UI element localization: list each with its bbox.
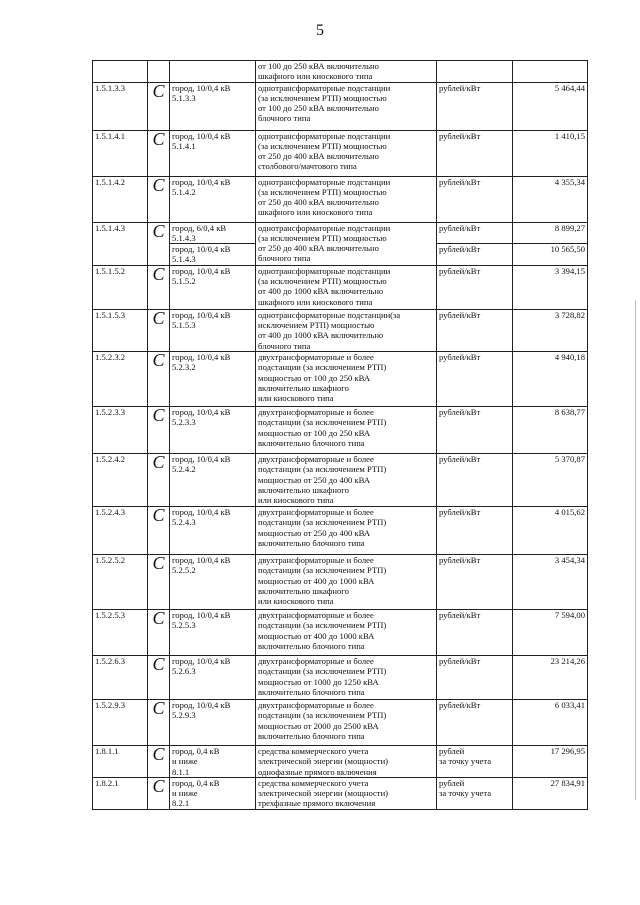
place-cell: город, 10/0,4 кВ 5.1.3.3: [170, 82, 256, 130]
place-cell: город, 6/0,4 кВ 5.1.4.3: [170, 222, 256, 244]
code-cell: 1.5.1.4.2: [93, 176, 148, 222]
place-cell: [170, 61, 256, 83]
code-cell: 1.8.2.1: [93, 777, 148, 809]
price-cell: 3 454,34: [513, 554, 588, 609]
description-cell: двухтрансформаторные и более подстанции (за исключением РТП) мощностью от 250 до 400 кВА включительно блочного типа: [256, 506, 437, 554]
code-cell: 1.5.1.5.2: [93, 265, 148, 309]
table-row: [93, 699, 588, 745]
price-cell: 4 940,18: [513, 351, 588, 406]
table-row: [93, 655, 588, 699]
unit-cell: рублей за точку учета: [437, 745, 513, 777]
type-cell: С: [148, 506, 170, 554]
description-cell: однотрансформаторные подстанции (за исключением РТП) мощностью от 100 до 250 кВА включительно блочного типа: [256, 82, 437, 130]
code-cell: 1.5.2.4.3: [93, 506, 148, 554]
price-cell: 3 394,15: [513, 265, 588, 309]
unit-cell: рублей/кВт: [437, 176, 513, 222]
table-row-continued: [93, 61, 588, 83]
unit-cell: рублей/кВт: [437, 453, 513, 506]
unit-cell: рублей/кВт: [437, 655, 513, 699]
unit-cell: рублей/кВт: [437, 244, 513, 266]
page-number: 5: [316, 22, 324, 39]
table-row: [93, 265, 588, 309]
type-cell: С: [148, 265, 170, 309]
description-cell: двухтрансформаторные и более подстанции (за исключением РТП) мощностью от 400 до 1000 кВА включительно шкафного или киоскового типа: [256, 554, 437, 609]
code-cell: 1.8.1.1: [93, 745, 148, 777]
price-cell: 10 565,50: [513, 244, 588, 266]
code-cell: 1.5.2.4.2: [93, 453, 148, 506]
description-cell: однотрансформаторные подстанции (за исключением РТП) мощностью от 250 до 400 кВА включительно столбового/мачтового типа: [256, 130, 437, 176]
code-cell: 1.5.2.9.3: [93, 699, 148, 745]
type-cell: С: [148, 609, 170, 655]
description-cell: от 100 до 250 кВА включительно шкафного или киоскового типа: [256, 61, 437, 83]
place-cell: город, 10/0,4 кВ 5.2.9.3: [170, 699, 256, 745]
type-cell: С: [148, 82, 170, 130]
table-row: [93, 130, 588, 176]
code-cell: [93, 61, 148, 83]
type-cell: [148, 61, 170, 83]
price-cell: 27 834,91: [513, 777, 588, 809]
place-cell: город, 0,4 кВ и ниже 8.2.1: [170, 777, 256, 809]
type-cell: С: [148, 554, 170, 609]
place-cell: город, 10/0,4 кВ 5.2.5.3: [170, 609, 256, 655]
type-cell: С: [148, 777, 170, 809]
price-cell: 3 728,82: [513, 309, 588, 351]
unit-cell: рублей/кВт: [437, 609, 513, 655]
price-cell: 4 015,62: [513, 506, 588, 554]
description-cell: однотрансформаторные подстанции(за исключением РТП) мощностью от 400 до 1000 кВА включительно блочного типа: [256, 309, 437, 351]
place-cell: город, 10/0,4 кВ 5.1.4.3: [170, 244, 256, 266]
code-cell: 1.5.2.5.2: [93, 554, 148, 609]
type-cell: С: [148, 453, 170, 506]
description-cell: двухтрансформаторные и более подстанции (за исключением РТП) мощностью от 250 до 400 кВА включительно шкафного или киоскового типа: [256, 453, 437, 506]
table-row: [93, 506, 588, 554]
description-cell: средства коммерческого учета электрической энергии (мощности) однофазные прямого включения: [256, 745, 437, 777]
type-cell: С: [148, 699, 170, 745]
description-cell: двухтрансформаторные и более подстанции (за исключением РТП) мощностью от 1000 до 1250 кВА включительно блочного типа: [256, 655, 437, 699]
price-cell: 7 594,00: [513, 609, 588, 655]
description-cell: двухтрансформаторные и более подстанции (за исключением РТП) мощностью от 2000 до 2500 кВА включительно блочного типа: [256, 699, 437, 745]
place-cell: город, 10/0,4 кВ 5.1.5.2: [170, 265, 256, 309]
type-cell: С: [148, 309, 170, 351]
tariff-table: [92, 60, 588, 810]
code-cell: 1.5.2.3.3: [93, 406, 148, 453]
place-cell: город, 0,4 кВ и ниже 8.1.1: [170, 745, 256, 777]
type-cell: С: [148, 222, 170, 265]
unit-cell: рублей/кВт: [437, 309, 513, 351]
unit-cell: рублей/кВт: [437, 82, 513, 130]
place-cell: город, 10/0,4 кВ 5.1.5.3: [170, 309, 256, 351]
type-cell: С: [148, 745, 170, 777]
code-cell: 1.5.2.3.2: [93, 351, 148, 406]
place-cell: город, 10/0,4 кВ 5.2.6.3: [170, 655, 256, 699]
price-cell: 4 355,34: [513, 176, 588, 222]
table-row: [93, 406, 588, 453]
table-row: [93, 222, 588, 244]
type-cell: С: [148, 176, 170, 222]
unit-cell: рублей/кВт: [437, 554, 513, 609]
code-cell: 1.5.1.4.3: [93, 222, 148, 265]
description-cell: однотрансформаторные подстанции (за исключением РТП) мощностью от 400 до 1000 кВА включительно шкафного или киоскового типа: [256, 265, 437, 309]
description-cell: двухтрансформаторные и более подстанции (за исключением РТП) мощностью от 100 до 250 кВА включительно шкафного или киоскового типа: [256, 351, 437, 406]
code-cell: 1.5.2.6.3: [93, 655, 148, 699]
table-row: [93, 777, 588, 809]
unit-cell: [437, 61, 513, 83]
place-cell: город, 10/0,4 кВ 5.1.4.1: [170, 130, 256, 176]
price-cell: 6 033,41: [513, 699, 588, 745]
place-cell: город, 10/0,4 кВ 5.1.4.2: [170, 176, 256, 222]
code-cell: 1.5.1.4.1: [93, 130, 148, 176]
table-row: [93, 554, 588, 609]
place-cell: город, 10/0,4 кВ 5.2.4.3: [170, 506, 256, 554]
price-cell: 8 899,27: [513, 222, 588, 244]
unit-cell: рублей/кВт: [437, 222, 513, 244]
place-cell: город, 10/0,4 кВ 5.2.4.2: [170, 453, 256, 506]
unit-cell: рублей/кВт: [437, 265, 513, 309]
price-cell: 23 214,26: [513, 655, 588, 699]
code-cell: 1.5.1.3.3: [93, 82, 148, 130]
table-row: [93, 176, 588, 222]
table-row: [93, 609, 588, 655]
description-cell: однотрансформаторные подстанции (за исключением РТП) мощностью от 250 до 400 кВА включительно шкафного или киоскового типа: [256, 176, 437, 222]
price-cell: 5 370,87: [513, 453, 588, 506]
unit-cell: рублей/кВт: [437, 506, 513, 554]
unit-cell: рублей/кВт: [437, 699, 513, 745]
type-cell: С: [148, 406, 170, 453]
scan-edge-line: [635, 300, 636, 800]
price-cell: 17 296,95: [513, 745, 588, 777]
price-cell: 5 464,44: [513, 82, 588, 130]
place-cell: город, 10/0,4 кВ 5.2.5.2: [170, 554, 256, 609]
price-cell: 8 638,77: [513, 406, 588, 453]
description-cell: двухтрансформаторные и более подстанции (за исключением РТП) мощностью от 400 до 1000 кВА включительно блочного типа: [256, 609, 437, 655]
type-cell: С: [148, 130, 170, 176]
price-cell: [513, 61, 588, 83]
price-cell: 1 410,15: [513, 130, 588, 176]
place-cell: город, 10/0,4 кВ 5.2.3.2: [170, 351, 256, 406]
table-row: [93, 309, 588, 351]
type-cell: С: [148, 655, 170, 699]
code-cell: 1.5.1.5.3: [93, 309, 148, 351]
unit-cell: рублей за точку учета: [437, 777, 513, 809]
description-cell: однотрансформаторные подстанции (за исключением РТП) мощностью от 250 до 400 кВА включительно блочного типа: [256, 222, 437, 265]
description-cell: средства коммерческого учета электрической энергии (мощности) трехфазные прямого включения: [256, 777, 437, 809]
unit-cell: рублей/кВт: [437, 406, 513, 453]
table-row: [93, 82, 588, 130]
description-cell: двухтрансформаторные и более подстанции (за исключением РТП) мощностью от 100 до 250 кВА включительно блочного типа: [256, 406, 437, 453]
unit-cell: рублей/кВт: [437, 130, 513, 176]
code-cell: 1.5.2.5.3: [93, 609, 148, 655]
table-row: [93, 745, 588, 777]
table-row: [93, 351, 588, 406]
place-cell: город, 10/0,4 кВ 5.2.3.3: [170, 406, 256, 453]
unit-cell: рублей/кВт: [437, 351, 513, 406]
type-cell: С: [148, 351, 170, 406]
table-row: [93, 453, 588, 506]
